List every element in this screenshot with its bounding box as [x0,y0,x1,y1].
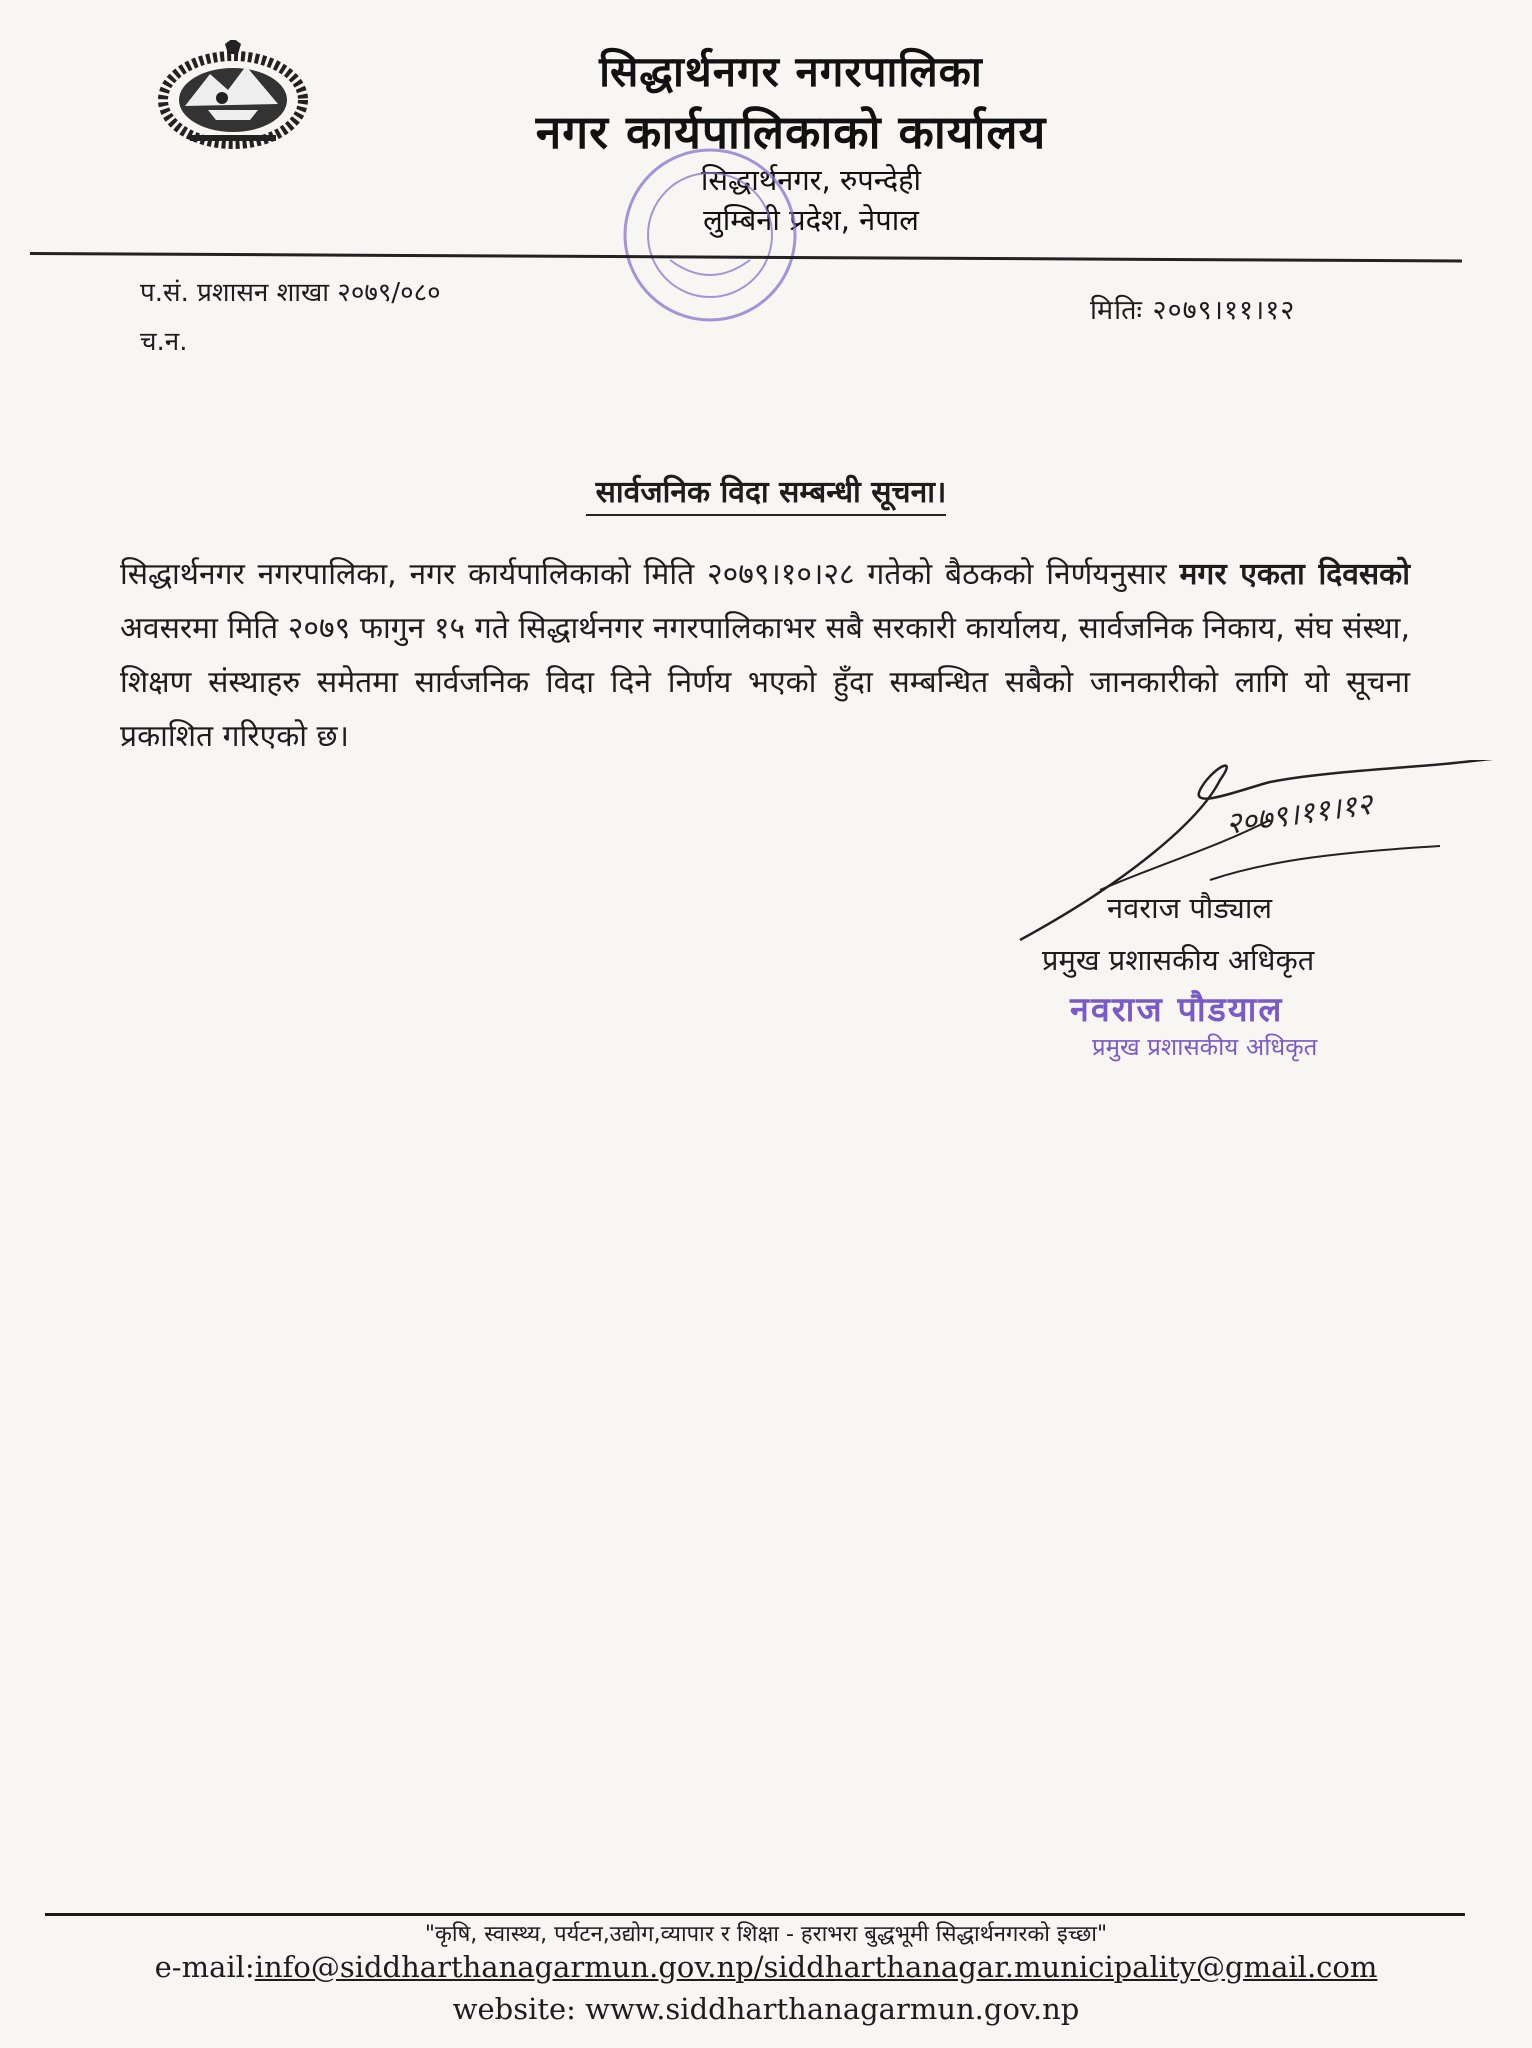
official-stamp-name: नवराज पौडयाल [1070,990,1284,1030]
notice-body-part1: सिद्धार्थनगर नगरपालिका, नगर कार्यपालिकाको मिति २०७९।१०।२८ गतेको बैठकको निर्णयनुसार [120,557,1180,592]
notice-body [120,548,1410,764]
notice-title-text: सार्वजनिक विदा सम्बन्धी सूचना। [586,475,947,516]
footer-divider [45,1913,1465,1916]
issue-date: मितिः २०७९।११।१२ [1090,295,1296,326]
office-district: सिद्धार्थनगर, रुपन्देही [700,163,922,197]
dispatch-number: च.न. [140,327,188,357]
footer-website[interactable]: website: www.siddharthanagarmun.gov.np [452,1992,1080,2026]
notice-body-highlight: मगर एकता दिवसको [1179,557,1410,592]
signer-name: नवराज पौड्याल [1107,891,1273,925]
office-name: नगर कार्यपालिकाको कार्यालय [535,105,1047,159]
handwritten-date: २०७९।११।१२ [1223,786,1375,843]
official-stamp-designation: प्रमुख प्रशासकीय अधिकृत [1092,1033,1318,1061]
footer-email-link[interactable]: info@siddharthanagarmun.gov.np/siddharthanagar.municipality@gmail.com [254,1950,1378,1984]
municipality-name: सिद्धार्थनगर नगरपालिका [599,47,983,96]
footer-motto: "कृषि, स्वास्थ्य, पर्यटन,उद्योग,व्यापार र शिक्षा - हराभरा बुद्धभूमी सिद्धार्थनगरको इच्छा" [424,1922,1108,1947]
footer-email [0,1950,1532,1984]
signer-designation: प्रमुख प्रशासकीय अधिकृत [1042,943,1315,977]
office-province: लुम्बिनी प्रदेश, नेपाल [703,203,919,237]
notice-title [0,470,1532,511]
notice-body-part2: अवसरमा मिति २०७९ फागुन १५ गते सिद्धार्थनगर नगरपालिकाभर सबै सरकारी कार्यालय, सार्वजनिक निकाय, संघ संस्था, शिक्षण संस्थाहरु समेतमा सार्वजनिक विदा दिने निर्णय भएको हुँदा सम्बन्धित सबैको जानकारीको लागि यो सूचना प्रकाशित गरिएको छ। [120,611,1410,754]
municipality-round-stamp-icon [610,140,810,330]
reference-number: प.सं. प्रशासन शाखा २०७९/०८० [140,278,441,308]
footer-email-label: e-mail: [154,1950,255,1984]
